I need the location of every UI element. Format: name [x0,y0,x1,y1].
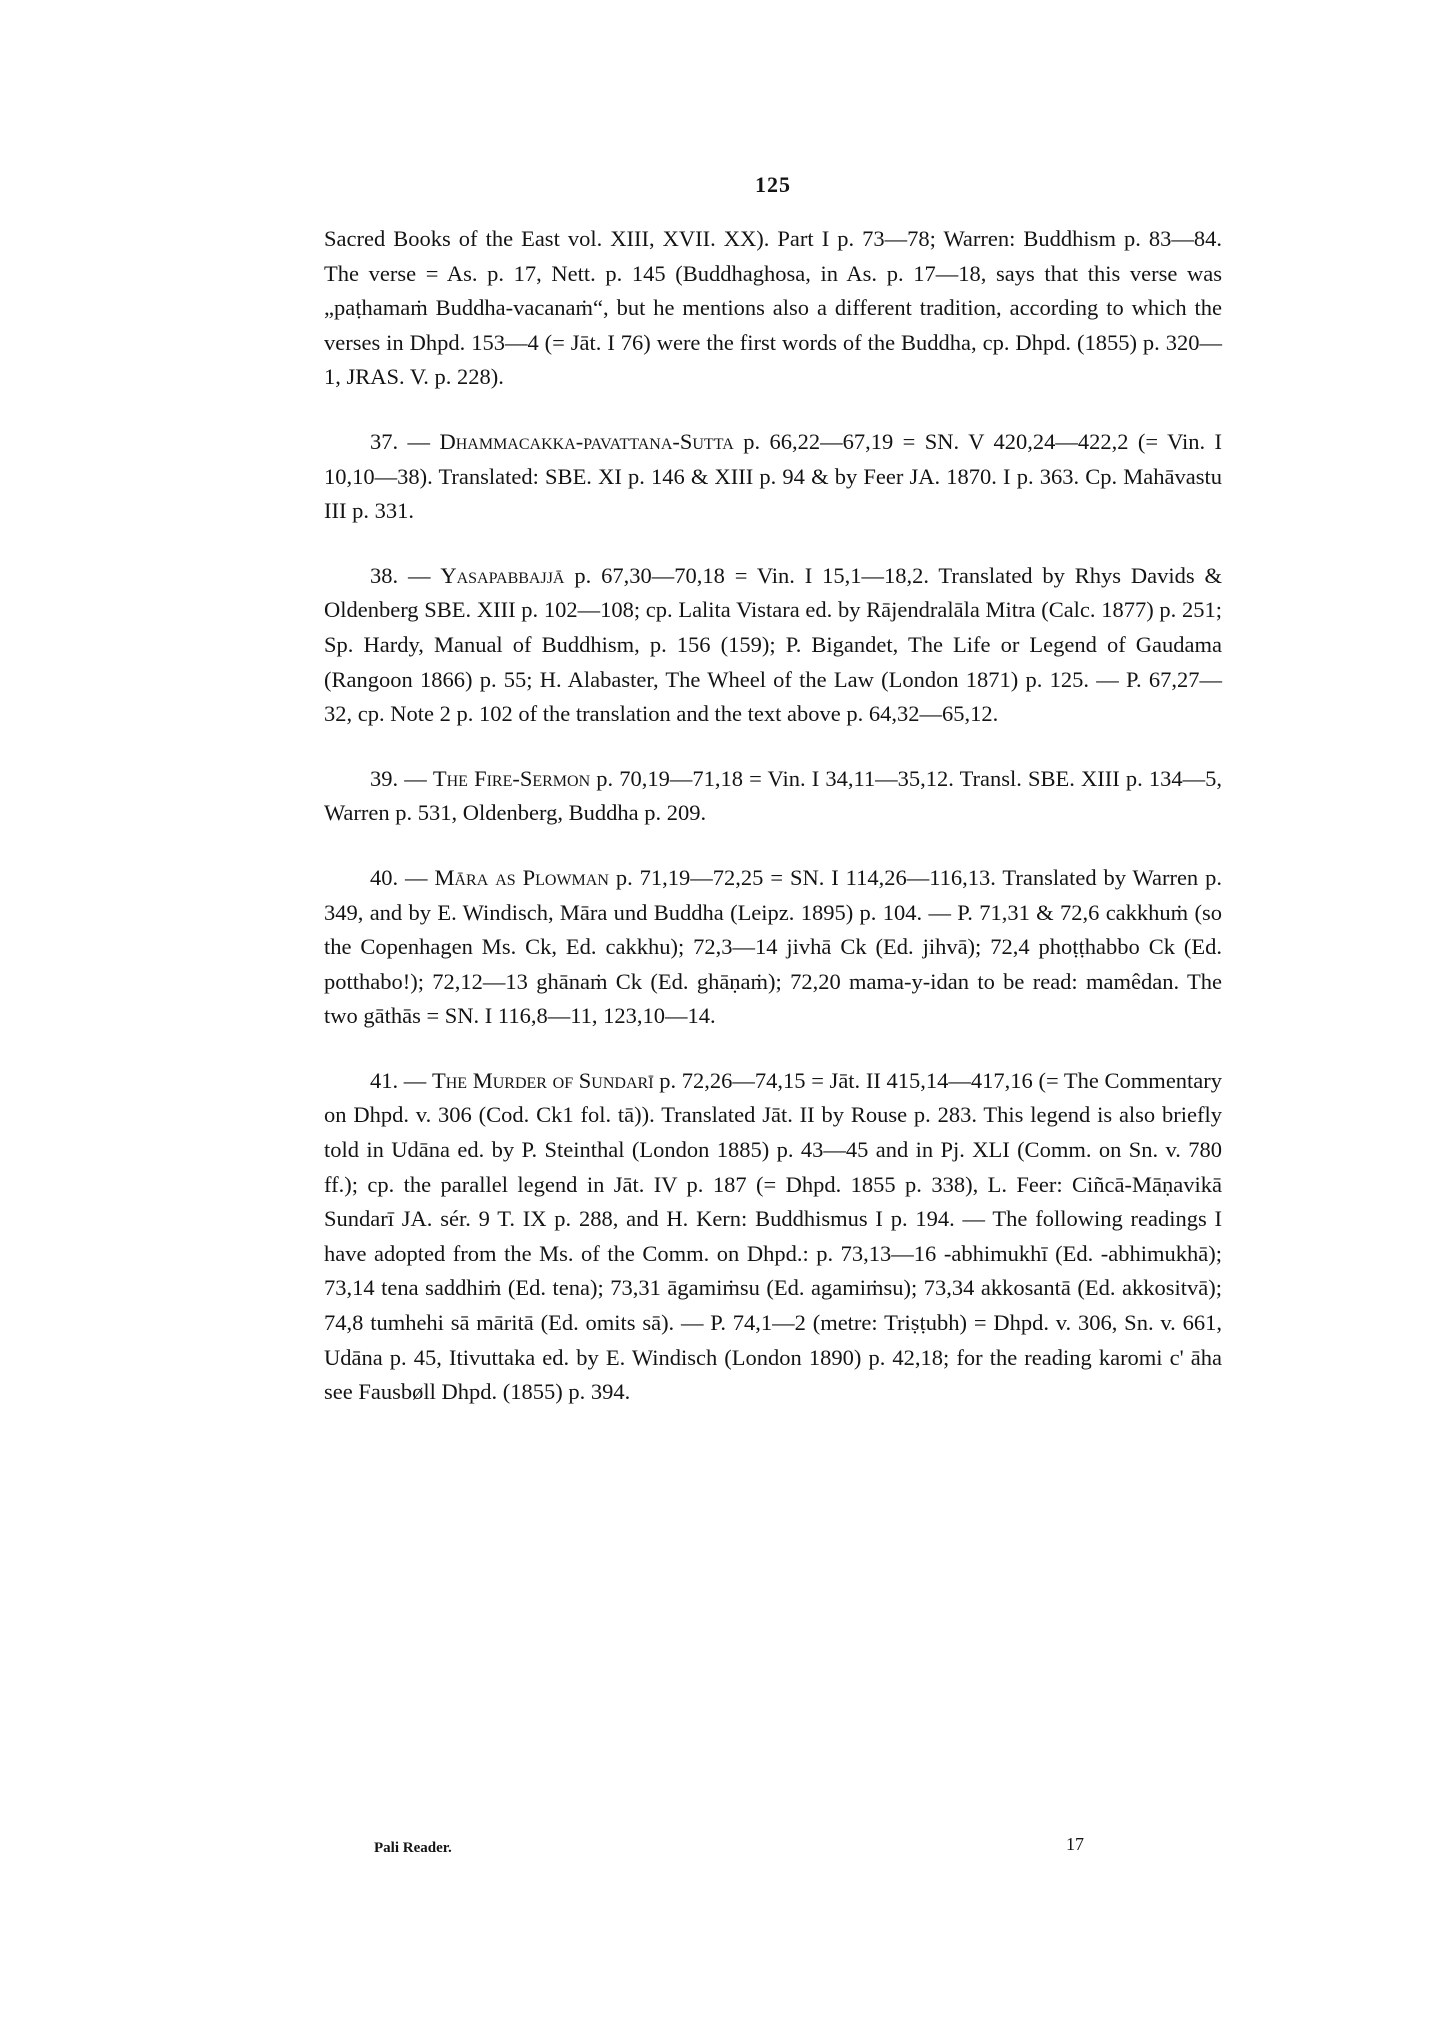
entry-number: 37. — [370,428,431,454]
entry-37 [324,425,1222,529]
entry-paragraph [324,762,1222,831]
entry-text: p. 66,22—67,19 = SN. V 420,24—422,2 (= Vin. I 10,10—38). Translated: SBE. XI p. 146 & XIII p. 94 & by Feer JA. 1870. I p. 363. Cp. Mahāvastu III p. 331. [324,428,1223,524]
entry-title: Māra as Plowman [434,864,609,890]
page-number: 125 [755,172,791,197]
entry-39 [324,762,1222,831]
entry-38 [324,559,1222,732]
intro-paragraph: Sacred Books of the East vol. XIII, XVII. XX). Part I p. 73—78; Warren: Buddhism p. 83—84. The verse = As. p. 17, Nett. p. 145 (Buddhaghosa, in As. p. 17—18, says that this verse was „paṭhamaṁ Buddha-vacanaṁ“, but he mentions also a different tradition, according to which the verses in Dhpd. 153—4 (= Jāt. I 76) were the first words of the Buddha, cp. Dhpd. (1855) p. 320—1, JRAS. V. p. 228). [324,226,1222,390]
book-title: Pali Reader. [374,1840,452,1856]
entry-number: 38. — [370,562,431,588]
entry-title: Dhammacakka-pavattana-Sutta [439,428,734,454]
entry-paragraph [324,425,1222,529]
entry-number: 40. — [370,864,428,890]
entry-41 [324,1064,1222,1410]
entry-text: p. 70,19—71,18 = Vin. I 34,11—35,12. Transl. SBE. XIII p. 134—5, Warren p. 531, Oldenberg, Buddha p. 209. [324,765,1222,826]
entry-title: The Fire-Sermon [432,765,591,791]
page-body [324,172,1222,1410]
entry-number: 39. — [370,765,427,791]
entry-text: p. 71,19—72,25 = SN. I 114,26—116,13. Translated by Warren p. 349, and by E. Windisch, Māra und Buddha (Leipz. 1895) p. 104. — P. 71,31 & 72,6 cakkhuṁ (so the Copenhagen Ms. Ck, Ed. cakkhu); 72,3—14 jivhā Ck (Ed. jihvā); 72,4 phoṭṭhabbo Ck (Ed. potthabo!); 72,12—13 ghānaṁ Ck (Ed. ghāṇaṁ); 72,20 mama-y-idan to be read: mamêdan. The two gāthās = SN. I 116,8—11, 123,10—14. [324,864,1222,1029]
entry-paragraph [324,861,1222,1034]
signature-mark: 17 [1066,1834,1084,1854]
entry-title: Yasapabbajjā [440,562,565,588]
entry-40 [324,861,1222,1034]
entry-text: p. 67,30—70,18 = Vin. I 15,1—18,2. Translated by Rhys Davids & Oldenberg SBE. XIII p. 102—108; cp. Lalita Vistara ed. by Rājendralāla Mitra (Calc. 1877) p. 251; Sp. Hardy, Manual of Buddhism, p. 156 (159); P. Bigandet, The Life or Legend of Gaudama (Rangoon 1866) p. 55; H. Alabaster, The Wheel of the Law (London 1871) p. 125. — P. 67,27—32, cp. Note 2 p. 102 of the translation and the text above p. 64,32—65,12. [324,562,1222,727]
entry-paragraph [324,1064,1222,1410]
entry-number: 41. — [370,1067,427,1093]
entry-text: p. 72,26—74,15 = Jāt. II 415,14—417,16 (= The Commentary on Dhpd. v. 306 (Cod. Ck1 fol. tā)). Translated Jāt. II by Rouse p. 283. This legend is also briefly told in Udāna ed. by P. Steinthal (London 1885) p. 43—45 and in Pj. XLI (Comm. on Sn. v. 780 ff.); cp. the parallel legend in Jāt. IV p. 187 (= Dhpd. 1855 p. 338), L. Feer: Ciñcā-Māṇavikā Sundarī JA. sér. 9 T. IX p. 288, and H. Kern: Buddhismus I p. 194. — The following readings I have adopted from the Ms. of the Comm. on Dhpd.: p. 73,13—16 -abhimukhī (Ed. -abhimukhā); 73,14 tena saddhiṁ (Ed. tena); 73,31 āgamiṁsu (Ed. agamiṁsu); 73,34 akkosantā (Ed. akkositvā); 74,8 tumhehi sā māritā (Ed. omits sā). — P. 74,1—2 (metre: Triṣṭubh) = Dhpd. v. 306, Sn. v. 661, Udāna p. 45, Itivuttaka ed. by E. Windisch (London 1890) p. 42,18; for the reading karomi c' āha see Fausbøll Dhpd. (1855) p. 394. [324,1067,1223,1405]
entry-title: The Murder of Sundarī [432,1067,654,1093]
entry-paragraph [324,559,1222,732]
